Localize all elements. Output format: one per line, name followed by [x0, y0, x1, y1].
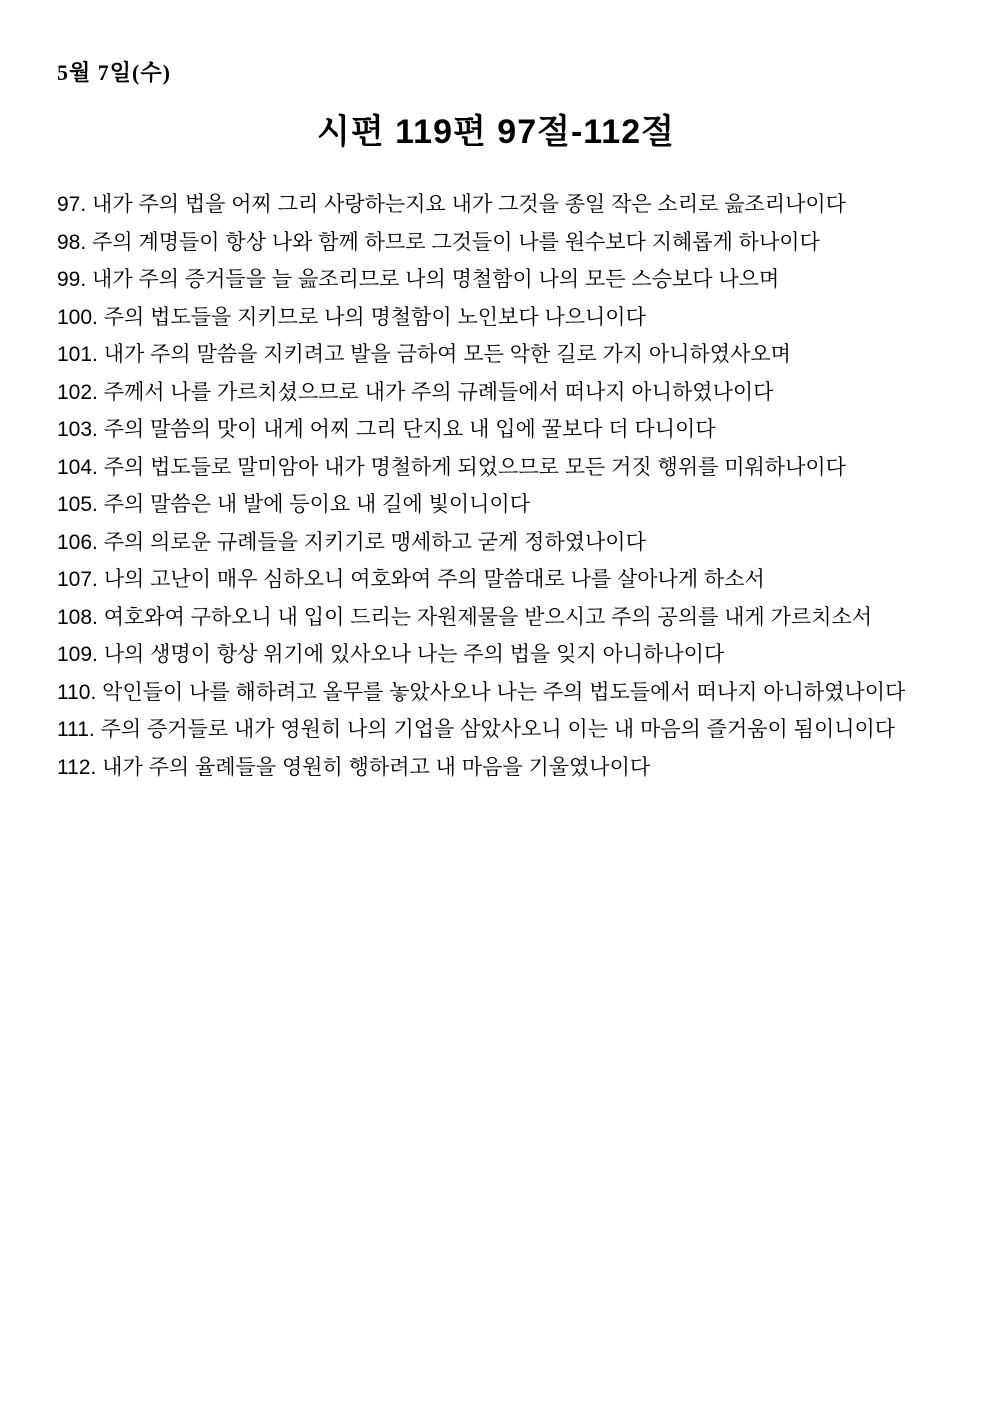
verse-number: 112. — [57, 755, 97, 779]
verse-number: 102. — [57, 380, 98, 404]
verse-number: 106. — [57, 530, 98, 554]
verse-102 — [57, 374, 935, 412]
verse-number: 104. — [57, 455, 98, 479]
verse-100 — [57, 299, 935, 337]
verse-text: 주께서 나를 가르치셨으므로 내가 주의 규례들에서 떠나지 아니하였나이다 — [103, 380, 774, 404]
verse-text: 주의 법도들로 말미암아 내가 명철하게 되었으므로 모든 거짓 행위를 미워하나이다 — [103, 455, 846, 479]
verse-number: 103. — [57, 418, 98, 441]
verse-108 — [57, 599, 935, 637]
verse-text: 내가 주의 법을 어찌 그리 사랑하는지요 내가 그것을 종일 작은 소리로 읊조리나이다 — [92, 193, 846, 216]
verse-103 — [57, 411, 935, 449]
verse-number: 105. — [57, 493, 98, 516]
verse-text: 내가 주의 말씀을 지키려고 발을 금하여 모든 악한 길로 가지 아니하였사오며 — [103, 343, 791, 366]
verse-105 — [57, 486, 935, 524]
verse-107 — [57, 561, 935, 599]
verse-text: 나의 고난이 매우 심하오니 여호와여 주의 말씀대로 나를 살아나게 하소서 — [103, 568, 765, 591]
verse-text: 내가 주의 증거들을 늘 읊조리므로 나의 명철함이 나의 모든 스승보다 나으며 — [92, 268, 780, 291]
page-title: 시편 119편 97절-112절 — [317, 113, 675, 151]
verse-number: 101. — [57, 343, 98, 366]
verse-97 — [57, 186, 935, 224]
verse-99 — [57, 261, 935, 299]
verse-text: 주의 말씀의 맛이 내게 어찌 그리 단지요 내 입에 꿀보다 더 다니이다 — [103, 418, 716, 441]
verse-112 — [57, 749, 935, 787]
verse-text: 악인들이 나를 해하려고 올무를 놓았사오나 나는 주의 법도들에서 떠나지 아니하였나이다 — [102, 680, 906, 704]
verse-text: 주의 말씀은 내 발에 등이요 내 길에 빛이니이다 — [103, 493, 530, 516]
verse-text: 주의 법도들을 지키므로 나의 명철함이 노인보다 나으니이다 — [103, 305, 646, 329]
verse-104 — [57, 449, 935, 487]
verse-109 — [57, 636, 935, 674]
verse-text: 내가 주의 율례들을 영원히 행하려고 내 마음을 기울였나이다 — [102, 755, 651, 779]
verse-106 — [57, 524, 935, 562]
document-date: 5월 7일(수) — [57, 60, 171, 85]
verse-101 — [57, 336, 935, 374]
verse-text: 주의 의로운 규례들을 지키기로 맹세하고 굳게 정하였나이다 — [103, 530, 646, 554]
verse-number: 99. — [57, 268, 87, 291]
verse-number: 98. — [57, 230, 87, 254]
verse-text: 여호와여 구하오니 내 입이 드리는 자원제물을 받으시고 주의 공의를 내게 가르치소서 — [103, 605, 873, 629]
verse-number: 109. — [57, 643, 98, 666]
verse-text: 주의 증거들로 내가 영원히 나의 기업을 삼았사오니 이는 내 마음의 즐거움이 됨이니이다 — [100, 718, 896, 741]
verse-110 — [57, 674, 935, 712]
verse-number: 111. — [57, 718, 95, 741]
verse-number: 97. — [57, 193, 87, 216]
verse-98 — [57, 224, 935, 262]
verse-number: 107. — [57, 568, 98, 591]
verse-111 — [57, 711, 935, 749]
verse-text: 나의 생명이 항상 위기에 있사오나 나는 주의 법을 잊지 아니하나이다 — [103, 643, 725, 666]
verse-number: 100. — [57, 305, 98, 329]
verse-text: 주의 계명들이 항상 나와 함께 하므로 그것들이 나를 원수보다 지혜롭게 하나이다 — [92, 230, 820, 254]
verse-list — [57, 186, 935, 786]
verse-number: 108. — [57, 605, 98, 629]
verse-number: 110. — [57, 680, 97, 704]
